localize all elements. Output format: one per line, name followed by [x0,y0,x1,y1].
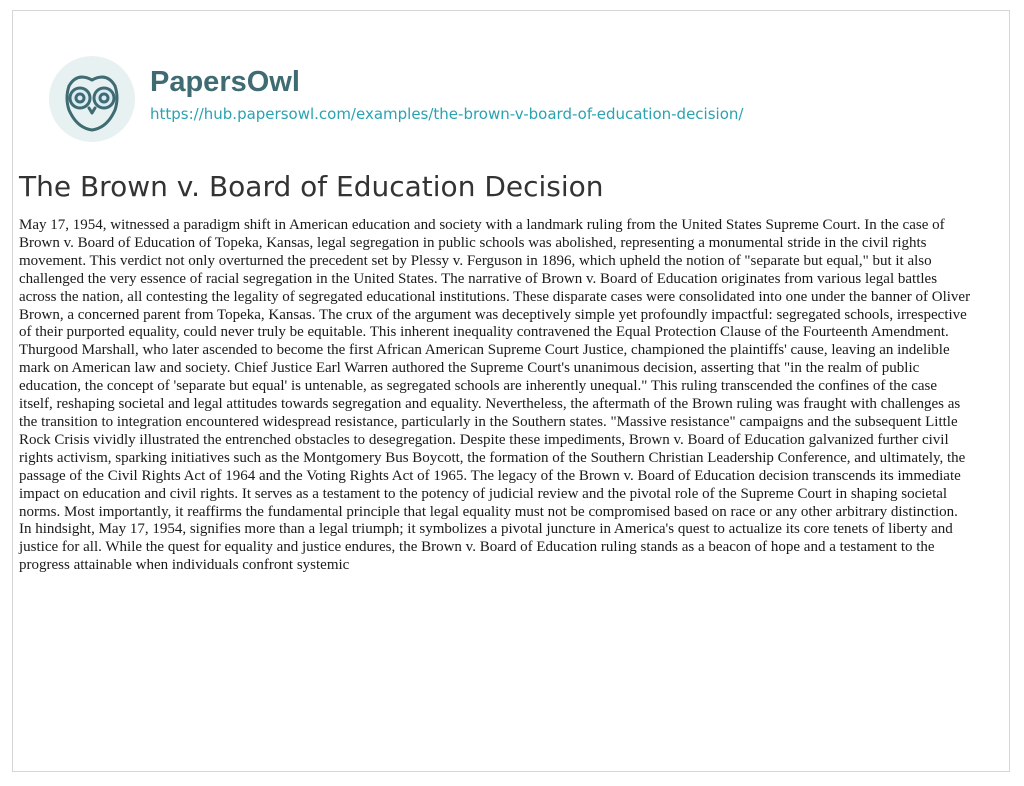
brand-block [150,56,743,124]
brand-name[interactable]: PapersOwl [150,66,300,98]
owl-logo-icon[interactable] [49,56,135,142]
document-title: The Brown v. Board of Education Decision [19,170,604,203]
source-url-link[interactable]: https://hub.papersowl.com/examples/the-brown-v-board-of-education-decision/ [150,105,744,123]
document-body-text: May 17, 1954, witnessed a paradigm shift in American education and society with a landmark ruling from the United States Supreme Court. In the case of Brown v. Board of Education of Topeka, Kansas, legal segregation in public schools was abolished, representing a monumental stride in the civil rights movement. This verdict not only overturned the precedent set by Plessy v. Ferguson in 1896, which upheld the notion of "separate but equal," but it also challenged the very essence of racial segregation in the United States. The narrative of Brown v. Board of Education originates from various legal battles across the nation, all contesting the legality of segregated educational institutions. These disparate cases were consolidated into one under the banner of Oliver Brown, a concerned parent from Topeka, Kansas. The crux of the argument was deceptively simple yet profoundly impactful: segregated schools, irrespective of their purported equality, could never truly be equitable. This inherent inequality contravened the Equal Protection Clause of the Fourteenth Amendment. Thurgood Marshall, who later ascended to become the first African American Supreme Court Justice, championed the plaintiffs' cause, leaving an indelible mark on American law and society. Chief Justice Earl Warren authored the Supreme Court's unanimous decision, asserting that "in the realm of public education, the concept of 'separate but equal' is untenable, as segregated schools are inherently unequal." This ruling transcended the confines of the case itself, reshaping societal and legal attitudes towards segregation and equality. Nevertheless, the aftermath of the Brown ruling was fraught with challenges as the transition to integration encountered widespread resistance, particularly in the Southern states. "Massive resistance" campaigns and the subsequent Little Rock Crisis vividly illustrated the entrenched obstacles to desegregation. Despite these impediments, Brown v. Board of Education galvanized further civil rights activism, sparking initiatives such as the Montgomery Bus Boycott, the formation of the Southern Christian Leadership Conference, and ultimately, the passage of the Civil Rights Act of 1964 and the Voting Rights Act of 1965. The legacy of the Brown v. Board of Education decision transcends its immediate impact on education and civil rights. It serves as a testament to the potency of judicial review and the pivotal role of the Supreme Court in shaping societal norms. Most importantly, it reaffirms the fundamental principle that legal equality must not be compromised based on race or any other arbitrary distinction. In hindsight, May 17, 1954, signifies more than a legal triumph; it symbolizes a pivotal juncture in America's quest to actualize its core tenets of liberty and justice for all. While the quest for equality and justice endures, the Brown v. Board of Education ruling stands as a beacon of hope and a testament to the progress attainable when individuals confront systemic [19,217,971,574]
site-header [49,56,743,142]
